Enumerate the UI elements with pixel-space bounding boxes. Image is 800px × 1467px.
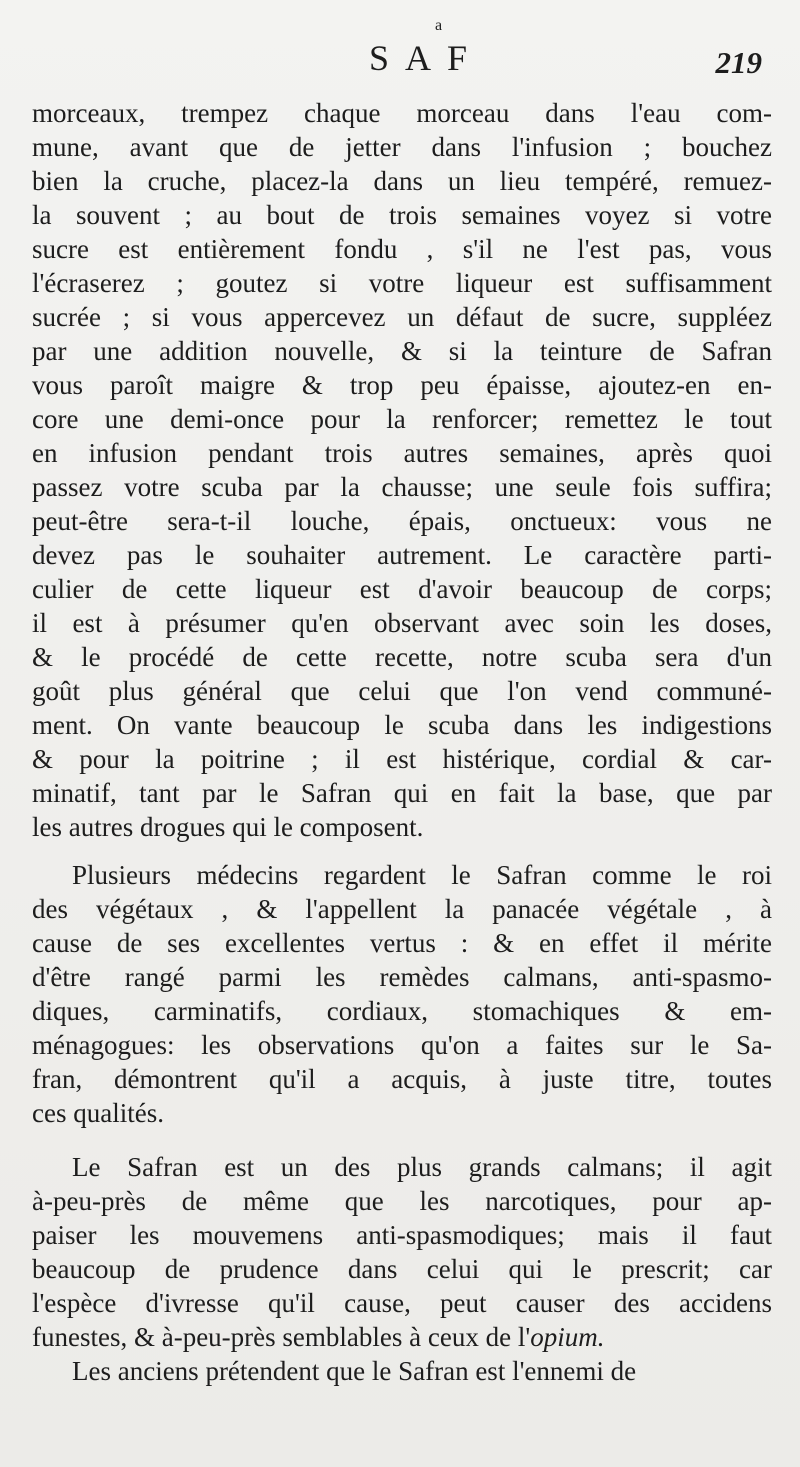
text-line: vous paroît maigre & trop peu épaisse, ajoutez-en en- [32,370,772,400]
text-line: passez votre scuba par la chausse; une seule fois suffira; [32,472,772,502]
text-line: sucre est entièrement fondu , s'il ne l'est pas, vous [32,234,772,264]
text-line: goût plus général que celui que l'on vend communé- [32,676,772,706]
signature-mark: a [435,17,443,34]
text-line: ménagogues: les observations qu'on a faites sur le Sa- [32,1030,772,1060]
running-head [32,0,772,96]
paragraph-gap [32,1130,772,1150]
text-line: core une demi-once pour la renforcer; remettez le tout [32,404,772,434]
paragraph-1 [32,96,772,844]
text-line: beaucoup de prudence dans celui qui le prescrit; car [32,1254,772,1284]
paragraph-gap [32,844,772,858]
text-line: devez pas le souhaiter autrement. Le caractère parti- [32,540,772,570]
text-line: les autres drogues qui le composent. [32,812,424,842]
text-line: cause de ses excellentes vertus : & en effet il mérite [32,928,772,958]
text-line: l'écraserez ; goutez si votre liqueur est suffisamment [32,268,772,298]
text-line: en infusion pendant trois autres semaines, après quoi [32,438,772,468]
text-line: diques, carminatifs, cordiaux, stomachiques & em- [32,996,772,1026]
italic-word: opium. [530,1322,605,1352]
text-line: minatif, tant par le Safran qui en fait la base, que par [32,778,772,808]
text-line: funestes, & à-peu-près semblables à ceux de l' [32,1322,531,1352]
text-line-with-italic [32,1320,772,1354]
text-line: Plusieurs médecins regardent le Safran comme le roi [72,860,772,890]
text-line: morceaux, trempez chaque morceau dans l'eau com- [32,98,772,128]
page-number: 219 [715,45,762,80]
text-line: d'être rangé parmi les remèdes calmans, anti-spasmo- [32,962,772,992]
paragraph-3 [32,1150,772,1388]
text-line: ment. On vante beaucoup le scuba dans les indigestions [32,710,772,740]
text-line: culier de cette liqueur est d'avoir beaucoup de corps; [32,574,772,604]
text-line: paiser les mouvemens anti-spasmodiques; mais il faut [32,1220,772,1250]
text-line: la souvent ; au bout de trois semaines voyez si votre [32,200,772,230]
text-line: ces qualités. [32,1098,164,1128]
text-line: bien la cruche, placez-la dans un lieu tempéré, remuez- [32,166,772,196]
text-line: peut-être sera-t-il louche, épais, onctueux: vous ne [32,506,772,536]
text-line: il est à présumer qu'en observant avec soin les doses, [32,608,772,638]
text-line: fran, démontrent qu'il a acquis, à juste titre, toutes [32,1064,772,1094]
paragraph-2 [32,858,772,1130]
text-line: Les anciens prétendent que le Safran est l'ennemi de [72,1356,637,1386]
text-line: par une addition nouvelle, & si la teinture de Safran [32,336,772,366]
text-line: Le Safran est un des plus grands calmans; il agit [72,1152,772,1182]
text-line: sucrée ; si vous appercevez un défaut de sucre, suppléez [32,302,772,332]
text-block [32,96,772,1388]
text-line: à-peu-près de même que les narcotiques, pour ap- [32,1186,772,1216]
text-line: & pour la poitrine ; il est histérique, cordial & car- [32,744,772,774]
text-line: mune, avant que de jetter dans l'infusion ; bouchez [32,132,772,162]
running-title: SAF [369,38,484,78]
text-line: l'espèce d'ivresse qu'il cause, peut causer des accidens [32,1288,772,1318]
text-line: & le procédé de cette recette, notre scuba sera d'un [32,642,772,672]
text-line: des végétaux , & l'appellent la panacée végétale , à [32,894,772,924]
